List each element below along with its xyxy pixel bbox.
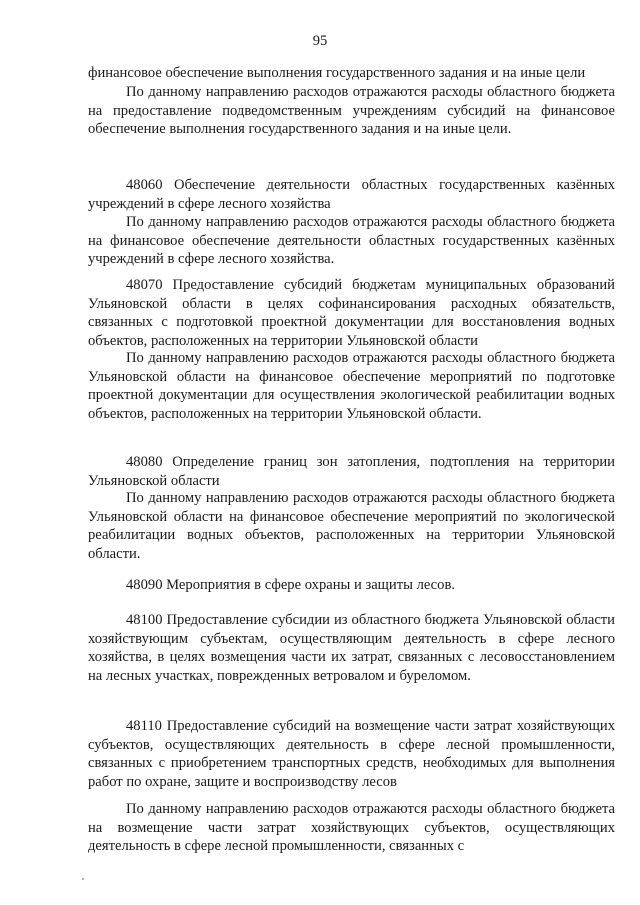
section-heading-48100: 48100 Предоставление субсидии из областного бюджета Ульяновской области хозяйствующим субъектам, осуществляющим деятельность в сфере лесного хозяйства, в целях возмещения части их затрат, связанных с лесовосстановлением на лесных участках, поврежденных ветровалом и буреломом. [88,612,615,684]
section-heading-48070: 48070 Предоставление субсидий бюджетам муниципальных образований Ульяновской области в целях софинансирования расходных обязательств, связанных с подготовкой проектной документации для восстановления водных объектов, расположенных на территории Ульяновской области [88,277,615,349]
scan-speck [82,878,84,880]
section-heading-48110: 48110 Предоставление субсидий на возмещение части затрат хозяйствующих субъектов, осуществляющих деятельность в сфере лесной промышленности, связанных с приобретением транспортных средств, необходимых для выполнения работ по охране, защите и воспроизводству лесов [88,718,615,790]
paragraph: По данному направлению расходов отражаются расходы областного бюджета Ульяновской области на финансовое обеспечение мероприятий по подготовке проектной документации для осуществления экологической реабилитации водных объектов, расположенных на территории Ульяновской области. [88,350,615,422]
paragraph: По данному направлению расходов отражаются расходы областного бюджета на возмещение части затрат хозяйствующих субъектов, осуществляющих деятельность в сфере лесной промышленности, связанных с [88,801,615,855]
paragraph: По данному направлению расходов отражаются расходы областного бюджета на предоставление подведомственным учреждениям субсидий на финансовое обеспечение выполнения государственного задания и на иные цели. [88,84,615,138]
section-heading-48080: 48080 Определение границ зон затопления, подтопления на территории Ульяновской области [88,454,615,489]
page-number: 95 [312,33,328,49]
section-heading-48090: 48090 Мероприятия в сфере охраны и защиты лесов. [126,577,456,593]
paragraph: По данному направлению расходов отражаются расходы областного бюджета на финансовое обеспечение деятельности областных государственных казённых учреждений в сфере лесного хозяйства. [88,214,615,268]
section-heading-48060: 48060 Обеспечение деятельности областных государственных казённых учреждений в сфере лесного хозяйства [88,177,615,212]
paragraph-continuation: финансовое обеспечение выполнения государственного задания и на иные цели [88,65,586,81]
paragraph: По данному направлению расходов отражаются расходы областного бюджета Ульяновской области на финансовое обеспечение мероприятий по экологической реабилитации водных объектов, расположенных на территории Ульяновской области. [88,490,615,562]
